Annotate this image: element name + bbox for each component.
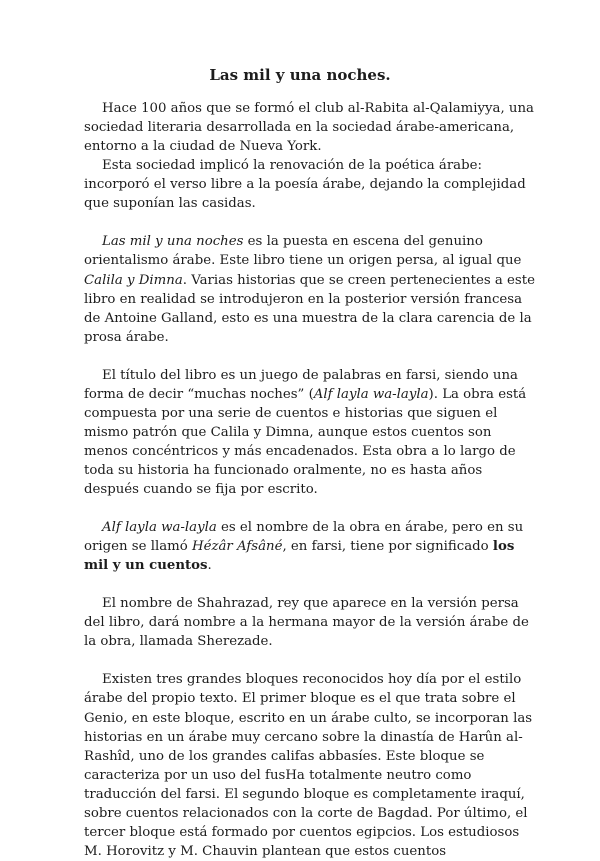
paragraph-orientalismo [84,232,539,347]
paragraph-text: Esta sociedad implicó la renovación de la poética árabe: incorporó el verso libre a la poesía árabe, dejando la complejidad que suponían las casidas. [84,158,526,212]
paragraph-text: es el nombre de la obra en árabe, pero en su origen se llamó [84,520,524,555]
paragraph-rabita [84,99,539,156]
paragraph-text: El título del libro es un juego de palabras en farsi, siendo una forma de decir “muchas noches” ( [84,367,518,402]
paragraph-titulo [84,366,539,500]
document-body [84,99,539,861]
paragraph-shahrazad [84,594,539,651]
paragraph-text: Hace 100 años que se formó el club al-Rabita al-Qalamiyya, una sociedad literaria desarrollada en la sociedad árabe-americana, entorno a la ciudad de Nueva York. [84,101,534,155]
book-title-italic: Las mil y una noches [102,234,244,250]
paragraph-poetica [84,156,539,213]
paragraph-text: El nombre de Shahrazad, rey que aparece en la versión persa del libro, dará nombre a la hermana mayor de la versión árabe de la obra, llamada Sherezade. [84,596,529,650]
book-title-italic: Calila y Dimna [84,272,183,288]
paragraph-text: es la puesta en escena del genuino orientalismo árabe. Este libro tiene un origen persa, al igual que [84,234,522,269]
arabic-title-italic: Alf layla wa-layla [313,386,429,402]
farsi-title-italic: Hézâr Afsâné [191,539,283,555]
paragraph-nombre-obra [84,518,539,575]
paragraph-bloques [84,670,539,861]
meaning-bold: los mil y un cuentos [84,539,515,574]
paragraph-text: , en farsi, tiene por significado [282,539,493,555]
paragraph-text: Existen tres grandes bloques reconocidos hoy día por el estilo árabe del propio texto. El primer bloque es el que trata sobre el Genio, en este bloque, escrito en un árabe culto, se incorporan las historias en un árabe muy cercano sobre la dinastía de Harûn al-Rashîd, uno de los grandes califas abbasíes. Este bloque se caracteriza por un uso del fusHa totalmente neutro como traducción del farsi. El segundo bloque es completamente iraquí, sobre cuentos relacionados con la corte de Bagdad. Por último, el tercer bloque está formado por cuentos egipcios. Los estudiosos M. Horovitz y M. Chauvin plantean que estos cuentos [84,672,533,860]
paragraph-text: . [207,558,212,574]
paragraph-text: . Varias historias que se creen pertenecientes a este libro en realidad se introdujeron en la posterior versión francesa de Antoine Galland, esto es una muestra de la clara carencia de la prosa árabe. [84,272,535,345]
paragraph-text: ). La obra está compuesta por una serie de cuentos e historias que siguen el mismo patrón que Calila y Dimna, aunque estos cuentos son menos concéntricos y más encadenados. Esta obra a lo largo de toda su historia ha funcionado oralmente, no es hasta años después cuando se fija por escrito. [84,386,527,498]
document-title: Las mil y una noches. [209,66,391,84]
arabic-title-italic: Alf layla wa-layla [102,520,217,536]
